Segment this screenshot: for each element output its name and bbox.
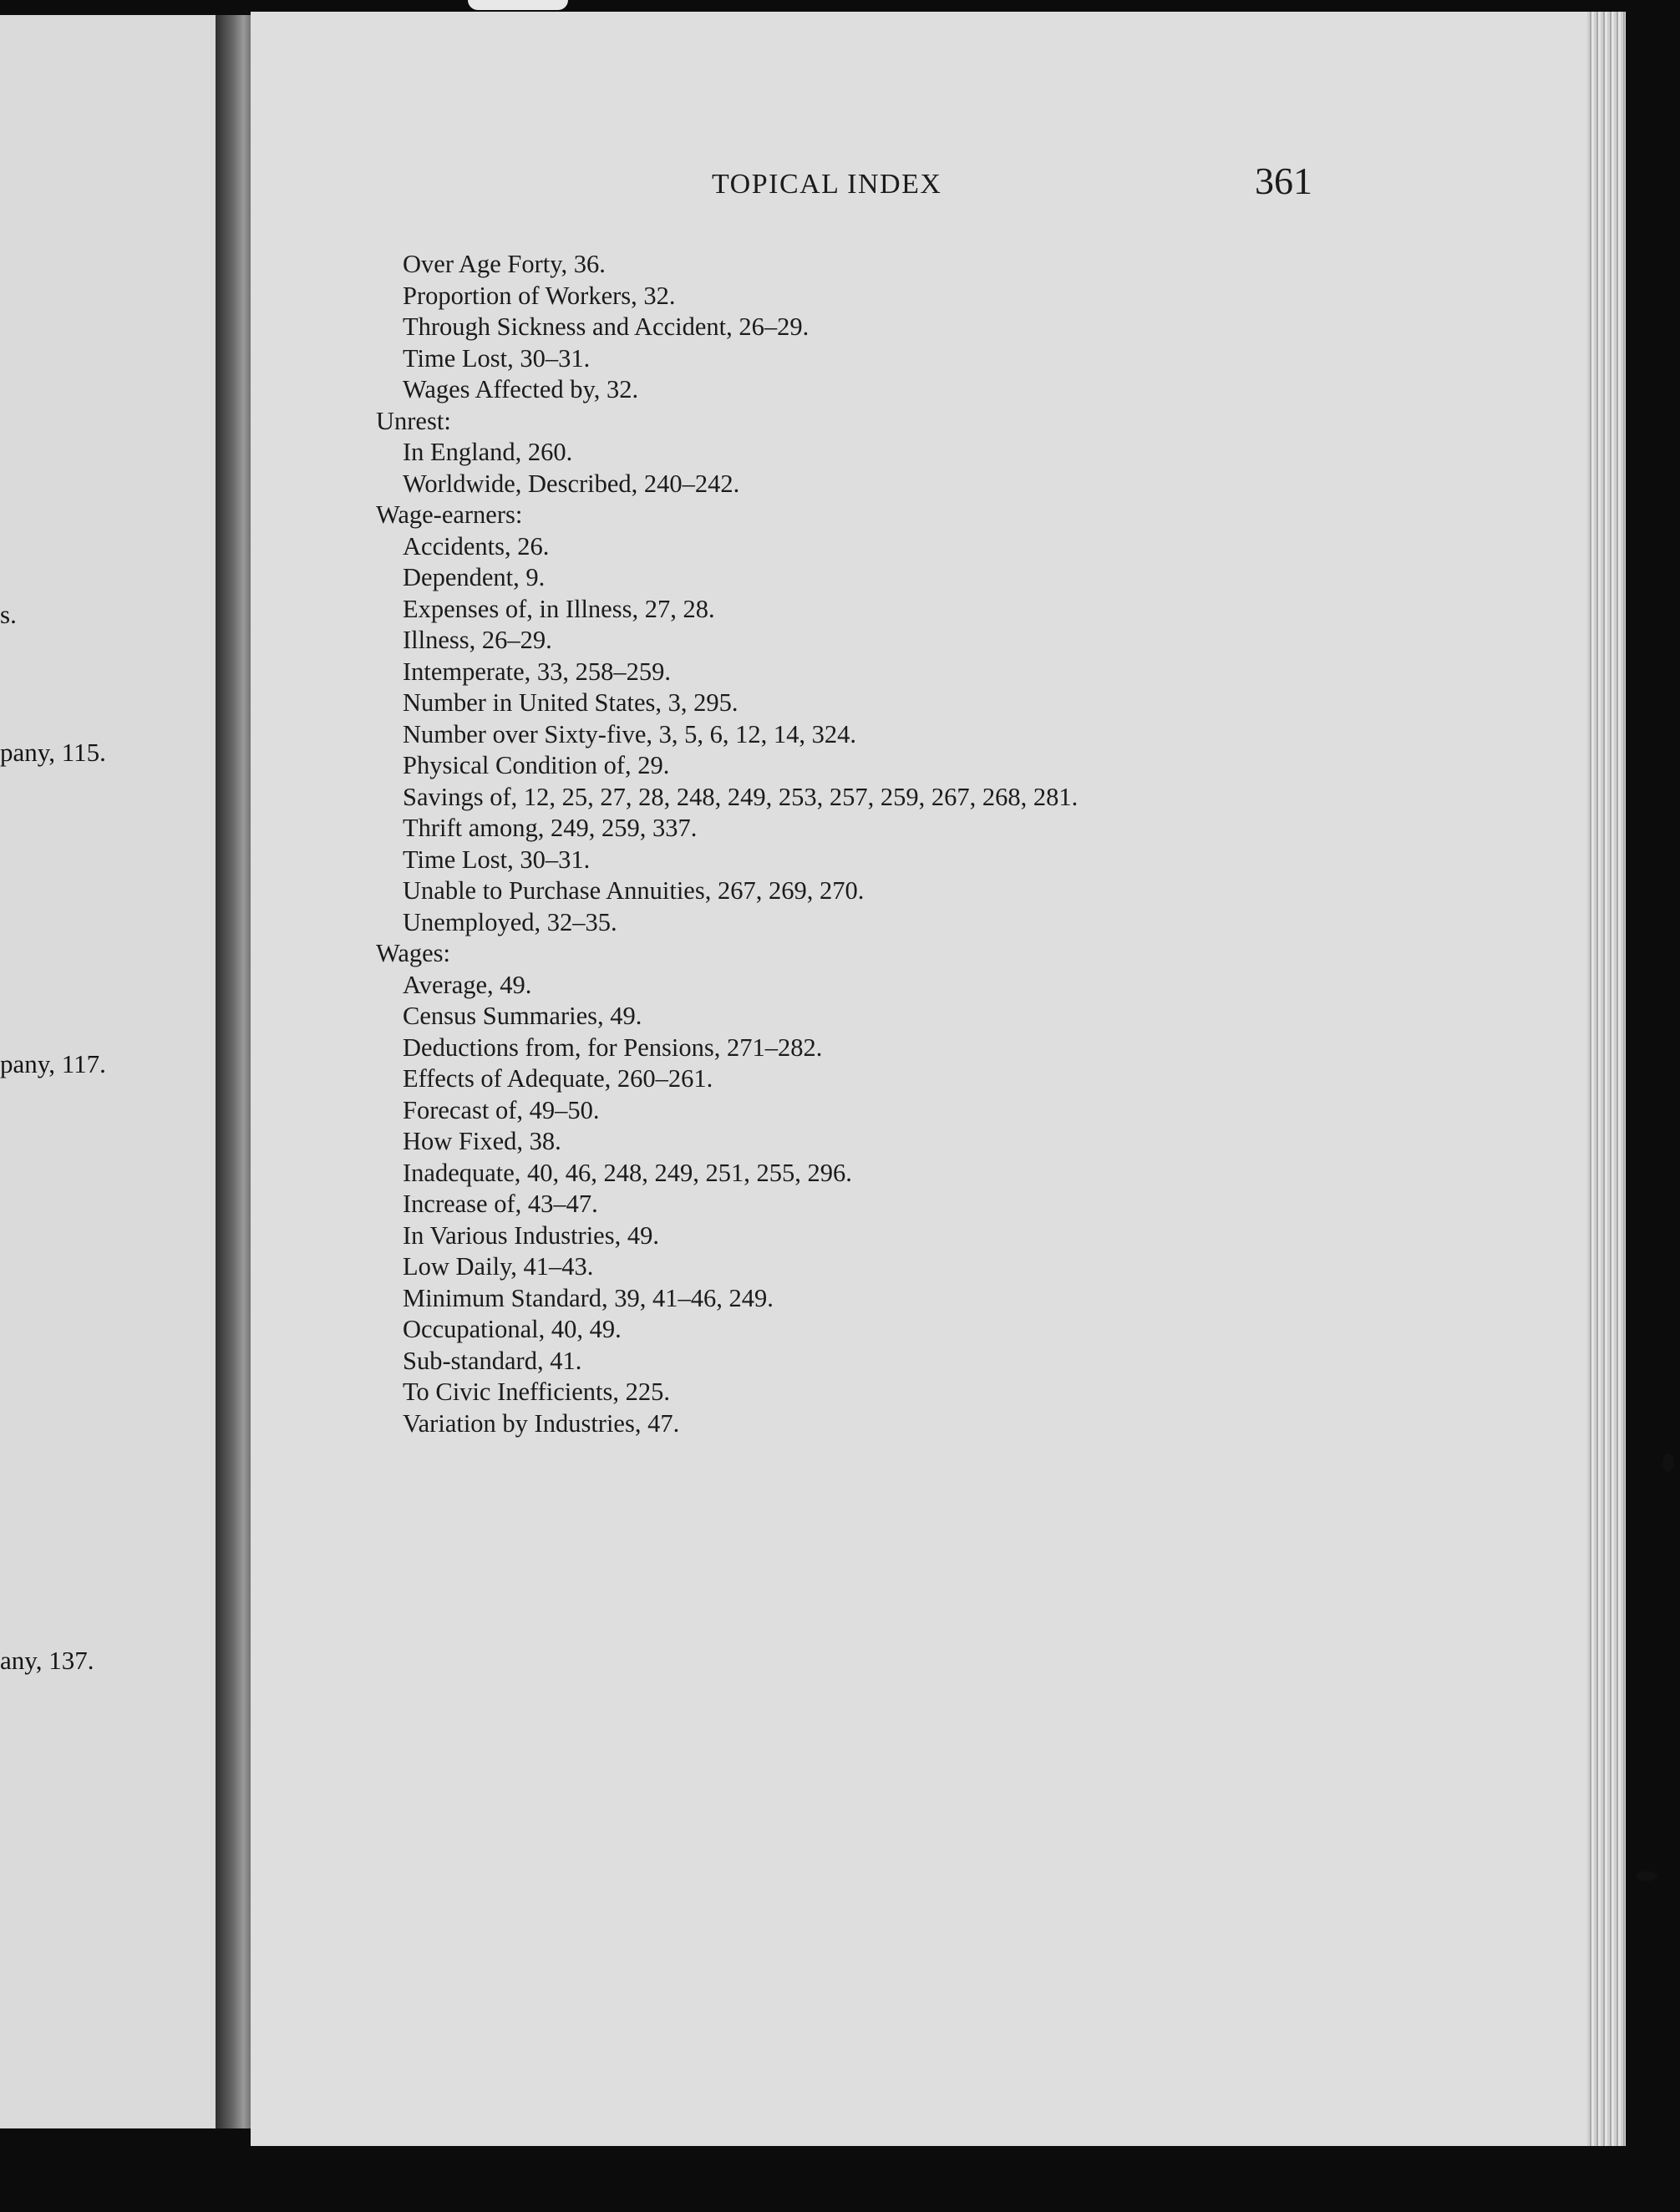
index-subentry: Unemployed, 32–35. [403,907,617,936]
index-subentry: Occupational, 40, 49. [403,1315,622,1343]
left-page [0,15,227,2128]
index-subentry: Increase of, 43–47. [403,1190,598,1218]
index-subentry: Savings of, 12, 25, 27, 28, 248, 249, 253, 257, 259, 267, 268, 281. [403,782,1079,811]
book-gutter [216,15,256,2128]
index-subentry: Deductions from, for Pensions, 271–282. [403,1032,823,1062]
index-heading: Unrest: [376,406,451,435]
index-subentry: Worldwide, Described, 240–242. [403,469,740,498]
index-subentry: Physical Condition of, 29. [403,751,670,779]
index-subentry: Low Daily, 41–43. [403,1252,594,1281]
top-edge-mark [468,0,568,10]
index-subentry: Proportion of Workers, 32. [403,281,676,310]
index-subentry: Variation by Industries, 47. [403,1408,680,1438]
index-subentry: Time Lost, 30–31. [403,343,591,373]
left-page-fragment: pany, 117. [0,1049,106,1078]
index-subentry: To Civic Inefficients, 225. [403,1377,671,1406]
index-subentry: Thrift among, 249, 259, 337. [403,814,698,842]
margin-speck [1662,1454,1674,1472]
index-heading: Wages: [376,939,451,967]
index-subentry: Expenses of, in Illness, 27, 28. [403,594,715,623]
index-subentry: Average, 49. [403,970,532,999]
index-heading: Wage-earners: [376,500,523,529]
index-subentry: Accidents, 26. [403,531,550,561]
index-subentry: Forecast of, 49–50. [403,1095,600,1124]
margin-speck [1636,1871,1657,1881]
index-subentry: Effects of Adequate, 260–261. [403,1064,713,1093]
index-subentry: How Fixed, 38. [403,1127,561,1155]
index-subentry: Dependent, 9. [403,563,546,591]
index-subentry: Through Sickness and Accident, 26–29. [403,312,810,341]
left-page-fragment: s. [0,600,17,629]
index-subentry: Intemperate, 33, 258–259. [403,657,672,686]
left-page-fragment: pany, 115. [0,738,106,767]
page-edge [1587,12,1626,2146]
index-subentry: Inadequate, 40, 46, 248, 249, 251, 255, 296. [403,1158,852,1187]
index-subentry: Minimum Standard, 39, 41–46, 249. [403,1283,774,1312]
index-subentry: Sub-standard, 41. [403,1346,582,1375]
index-subentry: Unable to Purchase Annuities, 267, 269, 270. [403,876,865,905]
page-number: 361 [1255,160,1312,202]
index-subentry: Over Age Forty, 36. [403,250,606,278]
index-subentry: Census Summaries, 49. [403,1002,642,1030]
running-head: TOPICAL INDEX [712,169,942,200]
index-subentry: Wages Affected by, 32. [403,375,639,403]
index-subentry: In Various Industries, 49. [403,1220,659,1250]
index-subentry: Number over Sixty-five, 3, 5, 6, 12, 14, 324. [403,719,856,748]
index-subentry: Illness, 26–29. [403,626,552,654]
index-list [376,249,1078,1439]
index-subentry: In England, 260. [403,438,573,466]
left-page-fragment: any, 137. [0,1646,94,1675]
index-subentry: Time Lost, 30–31. [403,845,591,874]
index-subentry: Number in United States, 3, 295. [403,688,738,717]
